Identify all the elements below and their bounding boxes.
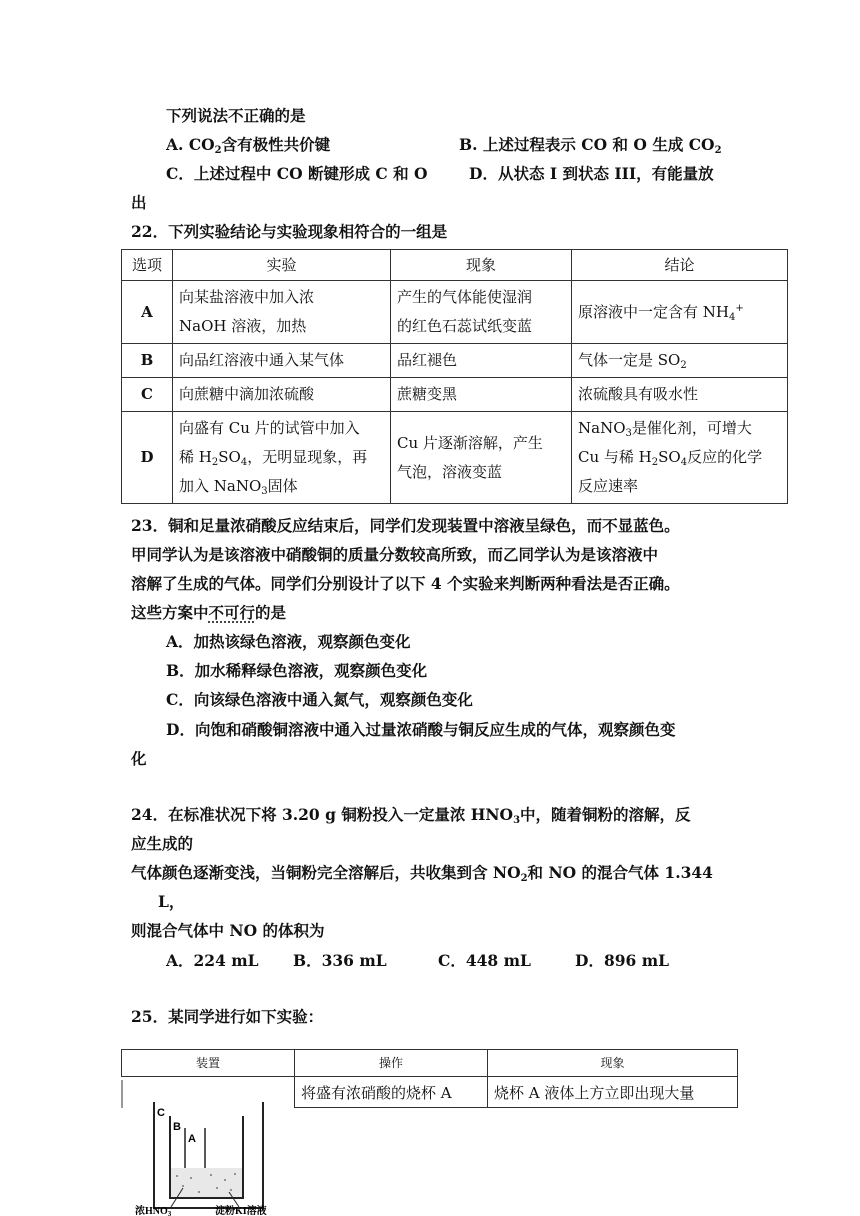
label-conc-hno3: 浓$HNO_3$ <box>135 1206 172 1216</box>
emphasis-text: 不可行 <box>208 603 256 622</box>
row-conclusion: NaNO$_3$是催化剂，可增大 Cu 与稀 $H_2SO_4$反应的化学 反应速率 <box>572 412 788 504</box>
q25-stem: 25．某同学进行如下实验： <box>131 1007 324 1026</box>
table-row <box>122 378 788 412</box>
row-experiment: 向某盐溶液中加入浓 NaOH 溶液，加热 <box>173 281 391 344</box>
table-row <box>122 344 788 378</box>
label-a: A <box>188 1133 196 1145</box>
table-row <box>122 281 788 344</box>
q24-option-c: C．448 mL <box>438 951 531 970</box>
row-option: A <box>122 281 173 344</box>
row-phenomenon: 烧杯 A 液体上方立即出现大量 <box>488 1077 738 1108</box>
q21-option-c: C．上述过程中 CO 断键形成 C 和 O <box>166 164 428 183</box>
q24-line-1: 24．在标准状况下将 3.20 g 铜粉投入一定量浓 $HNO_3$中，随着铜粉的溶解，反 <box>131 805 691 826</box>
row-operation: 将盛有浓硝酸的烧杯 A <box>295 1077 488 1108</box>
q24-line-3: 气体颜色逐渐变浅，当铜粉完全溶解后，共收集到含 $NO_2$和 NO 的混合气体 1.344 <box>131 863 713 884</box>
q21-option-a: A. $CO_2$含有极性共价键 <box>166 135 331 156</box>
q23-option-c: C．向该绿色溶液中通入氮气，观察颜色变化 <box>166 690 473 709</box>
label-starch-ki: 淀粉KI溶液 <box>215 1206 267 1216</box>
q24-line-4: L， <box>158 892 185 911</box>
q24-option-d: D．896 mL <box>575 951 669 970</box>
row-conclusion: 原溶液中一定含有 $NH_4^+$ <box>572 281 788 344</box>
table-header-row <box>122 1050 738 1077</box>
q23-line-3: 溶解了生成的气体。同学们分别设计了以下 4 个实验来判断两种看法是否正确。 <box>131 574 680 593</box>
row-experiment: 向品红溶液中通入某气体 <box>173 344 391 378</box>
q24-line-2: 应生成的 <box>131 834 194 853</box>
col-header-operation: 操作 <box>295 1050 488 1077</box>
table-header-row <box>122 250 788 281</box>
q24-option-b: B．336 mL <box>293 951 387 970</box>
q23-option-b: B．加水稀释绿色溶液，观察颜色变化 <box>166 661 428 680</box>
row-phenomenon: 产生的气体能使湿润 的红色石蕊试纸变蓝 <box>391 281 572 344</box>
q22-stem: 22．下列实验结论与实验现象相符合的一组是 <box>131 222 448 241</box>
q23-line-2: 甲同学认为是该溶液中硝酸铜的质量分数较高所致，而乙同学认为是该溶液中 <box>131 545 659 564</box>
row-phenomenon: 蔗糖变黑 <box>391 378 572 412</box>
row-experiment: 向盛有 Cu 片的试管中加入 稀 $H_2SO_4$，无明显现象，再 加入 NaNO$_3$固体 <box>173 412 391 504</box>
col-header-conclusion: 结论 <box>572 250 788 281</box>
liquid <box>171 1168 242 1197</box>
col-header-phenomenon: 现象 <box>488 1050 738 1077</box>
q21-option-d: D．从状态 I 到状态 III，有能量放 <box>469 164 714 183</box>
q23-option-a: A．加热该绿色溶液，观察颜色变化 <box>166 632 411 651</box>
row-option: B <box>122 344 173 378</box>
row-conclusion: 气体一定是 $SO_2$ <box>572 344 788 378</box>
col-header-experiment: 实验 <box>173 250 391 281</box>
q23-line-4: 这些方案中不可行的是 <box>131 603 287 622</box>
label-b: B <box>173 1121 181 1133</box>
q23-line-1: 23．铜和足量浓硝酸反应结束后，同学们发现装置中溶液呈绿色，而不显蓝色。 <box>131 516 680 535</box>
col-header-option: 选项 <box>122 250 173 281</box>
q23-option-d-continued: 化 <box>131 749 147 768</box>
table-row <box>122 412 788 504</box>
q21-option-d-continued: 出 <box>131 193 147 212</box>
q21-stem: 下列说法不正确的是 <box>166 106 306 125</box>
q24-option-a: A．224 mL <box>166 951 259 970</box>
q21-option-b: B. 上述过程表示 CO 和 O 生成 $CO_2$ <box>459 135 722 156</box>
row-phenomenon: Cu 片逐渐溶解，产生 气泡，溶液变蓝 <box>391 412 572 504</box>
q23-option-d: D．向饱和硝酸铜溶液中通入过量浓硝酸与铜反应生成的气体，观察颜色变 <box>166 720 676 739</box>
label-c: C <box>157 1107 165 1119</box>
row-conclusion: 浓硫酸具有吸水性 <box>572 378 788 412</box>
col-header-phenomenon: 现象 <box>391 250 572 281</box>
apparatus-figure <box>121 1080 291 1216</box>
row-experiment: 向蔗糖中滴加浓硫酸 <box>173 378 391 412</box>
q22-table <box>121 249 788 504</box>
q24-line-5: 则混合气体中 NO 的体积为 <box>131 921 325 940</box>
col-header-apparatus: 装置 <box>122 1050 295 1077</box>
row-phenomenon: 品红褪色 <box>391 344 572 378</box>
row-option: D <box>122 412 173 504</box>
row-option: C <box>122 378 173 412</box>
